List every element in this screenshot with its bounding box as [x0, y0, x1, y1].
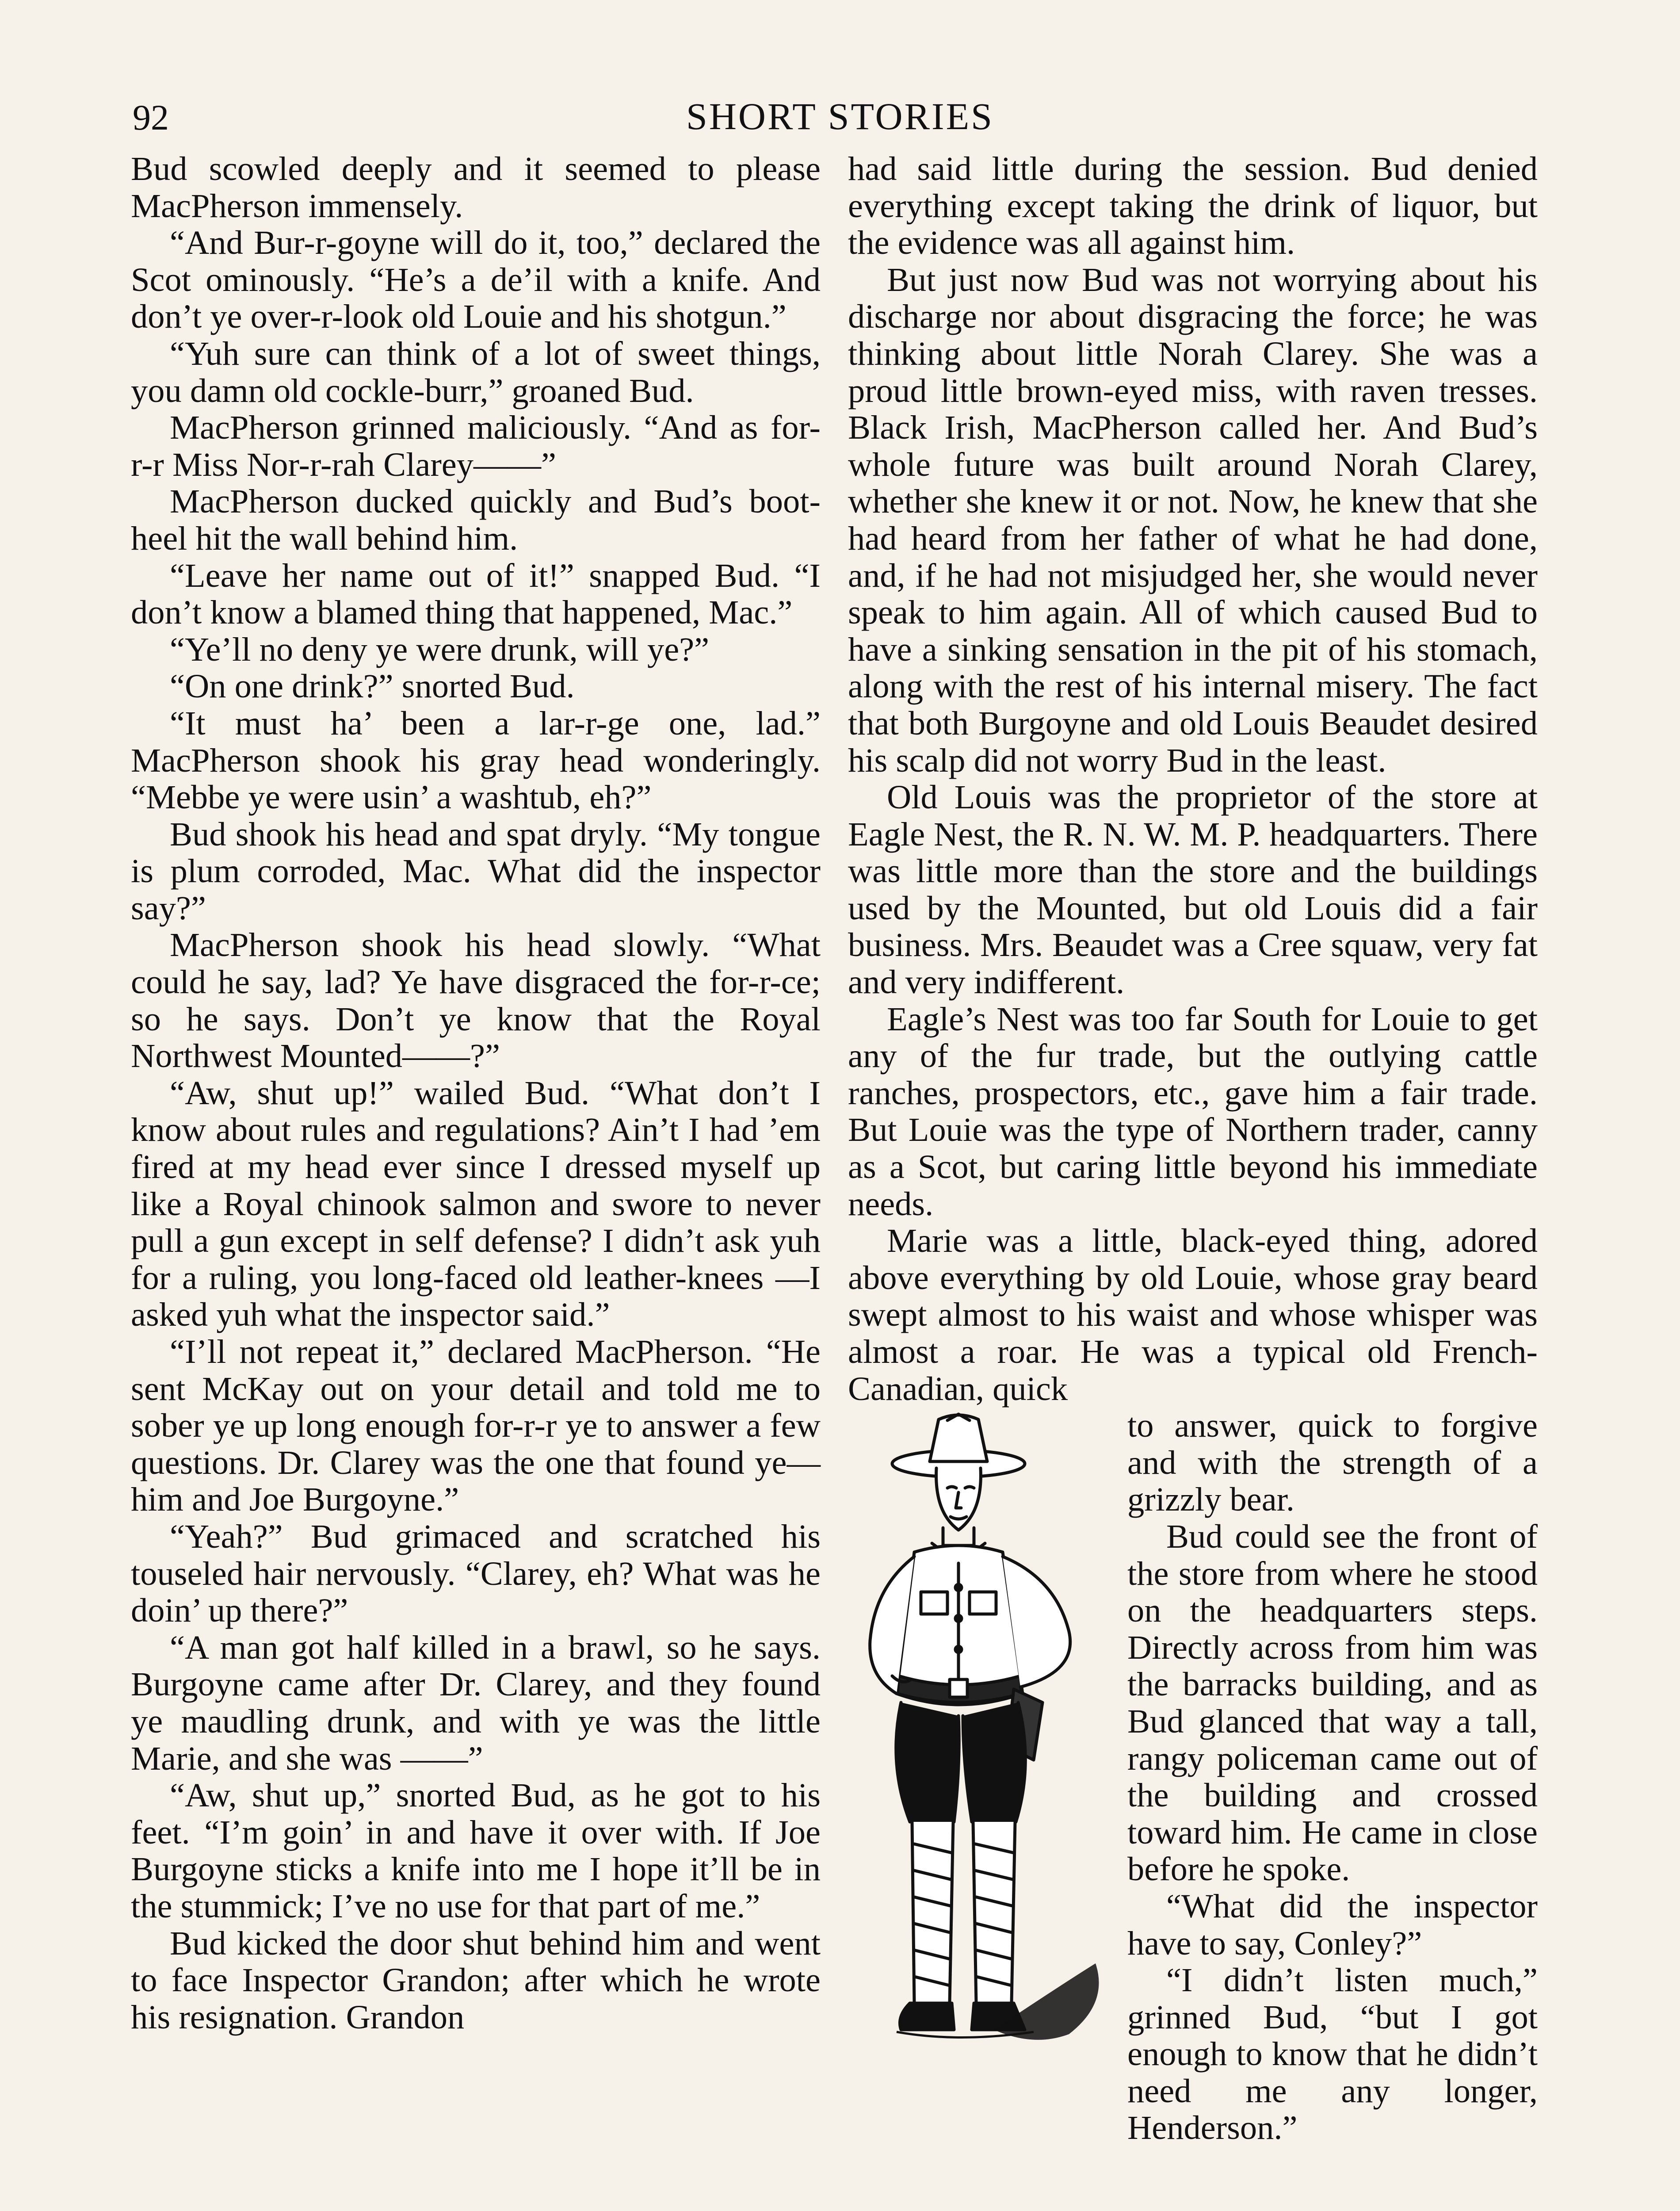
paragraph: MacPherson shook his head slowly. “What could he say, lad? Ye have disgraced the for-r-ce; so he says. Don’t ye know that the Royal Northwest Mounted——?”	[131, 926, 821, 1075]
paragraph: Marie was a little, black-eyed thing, adored above everything by old Louie, whose gray beard swept almost to his waist and whose whisper was almost a roar. He was a typical old French-Canadian, quick	[848, 1222, 1538, 1408]
page-number: 92	[133, 97, 169, 138]
paragraph: But just now Bud was not worrying about his discharge nor about disgracing the force; he was thinking about little Norah Clarey. She was a proud little brown-eyed miss, with raven tresses. Black Irish, MacPherson called her. And Bud’s whole future was built around Norah Clarey, whether she knew it or not. Now, he knew that she had heard from her father of what he had done, and, if he had not misjudged her, she would never speak to him again. All of which caused Bud to have a sinking sensation in the pit of his stomach, along with the rest of his internal misery. The fact that both Burgoyne and old Louis Beaudet desired his scalp did not worry Bud in the least.	[848, 260, 1538, 779]
paragraph: “And Bur-r-goyne will do it, too,” declared the Scot ominously. “He’s a de’il with a knife. And don’t ye over-r-look old Louie and his shotgun.”	[131, 224, 821, 336]
paragraph: Bud could see the front of the store from where he stood on the headquarters steps. Directly across from him was the barracks building, and as Bud glanced that way a tall, rangy policeman came out of the building and crossed toward him. He came in close before he spoke.	[1127, 1517, 1538, 1888]
paragraph: “What did the inspector have to say, Conley?”	[1127, 1887, 1538, 1962]
paragraph: had said little during the session. Bud denied everything except taking the drink of liquor, but the evidence was all against him.	[848, 150, 1538, 262]
right-column	[848, 150, 1538, 2146]
mountie-illustration	[848, 1411, 1118, 2136]
paragraph: “Ye’ll no deny ye were drunk, will ye?”	[170, 630, 710, 668]
paragraph: Eagle’s Nest was too far South for Louie to get any of the fur trade, but the outlying cattle ranches, prospectors, etc., gave him a fair trade. But Louie was the type of Northern trader, canny as a Scot, but caring little beyond his immediate needs.	[848, 1000, 1538, 1223]
paragraph: “A man got half killed in a brawl, so he says. Burgoyne came after Dr. Clarey, and they found ye maudling drunk, and with ye was the little Marie, and she was ——”	[131, 1628, 821, 1777]
paragraph: “Yuh sure can think of a lot of sweet things, you damn old cockle-burr,” groaned Bud.	[131, 334, 821, 409]
paragraph: “Aw, shut up!” wailed Bud. “What don’t I know about rules and regulations? Ain’t I had ’em fired at my head ever since I dressed myself up like a Royal chinook salmon and swore to never pull a gun except in self defense? I didn’t ask yuh for a ruling, you long-faced old leather-knees —I asked yuh what the inspector said.”	[131, 1074, 821, 1334]
paragraph: to answer, quick to forgive and with the strength of a grizzly bear.	[1127, 1407, 1538, 1519]
mountie-figure-drawing	[848, 1411, 1118, 2136]
paragraph: Bud shook his head and spat dryly. “My tongue is plum corroded, Mac. What did the inspector say?”	[131, 815, 821, 927]
paragraph: “Aw, shut up,” snorted Bud, as he got to his feet. “I’m goin’ in and have it over with. If Joe Burgoyne sticks a knife into me I hope it’ll be in the stummick; I’ve no use for that part of me.”	[131, 1776, 821, 1925]
paragraph: Bud kicked the door shut behind him and went to face Inspector Grandon; after which he wrote his resignation. Grandon	[131, 1924, 821, 2036]
paragraph: “It must ha’ been a lar-r-ge one, lad.” MacPherson shook his gray head wonderingly. “Mebbe ye were usin’ a washtub, eh?”	[131, 704, 821, 816]
paragraph: MacPherson ducked quickly and Bud’s boot-heel hit the wall behind him.	[131, 482, 821, 557]
running-head: SHORT STORIES	[686, 95, 994, 138]
paragraph: Bud scowled deeply and it seemed to please MacPherson immensely.	[131, 150, 821, 225]
paragraph: MacPherson grinned maliciously. “And as for-r-r Miss Nor-r-rah Clarey——”	[131, 409, 821, 483]
paragraph: “I’ll not repeat it,” declared MacPherson. “He sent McKay out on your detail and told me to sober ye up long enough for-r-r ye to answer a few questions. Dr. Clarey was the one that found ye—him and Joe Burgoyne.”	[131, 1333, 821, 1519]
paragraph: “I didn’t listen much,” grinned Bud, “but I got enough to know that he didn’t need me any longer, Henderson.”	[1127, 1961, 1538, 2147]
paragraph: “On one drink?” snorted Bud.	[170, 667, 575, 705]
left-column	[131, 150, 821, 2035]
paragraph: “Leave her name out of it!” snapped Bud. “I don’t know a blamed thing that happened, Mac.”	[131, 556, 821, 631]
paragraph: Old Louis was the proprietor of the store at Eagle Nest, the R. N. W. M. P. headquarters. There was little more than the store and the buildings used by the Mounted, but old Louis did a fair business. Mrs. Beaudet was a Cree squaw, very fat and very indifferent.	[848, 778, 1538, 1001]
paragraph: “Yeah?” Bud grimaced and scratched his touseled hair nervously. “Clarey, eh? What was he doin’ up there?”	[131, 1517, 821, 1630]
